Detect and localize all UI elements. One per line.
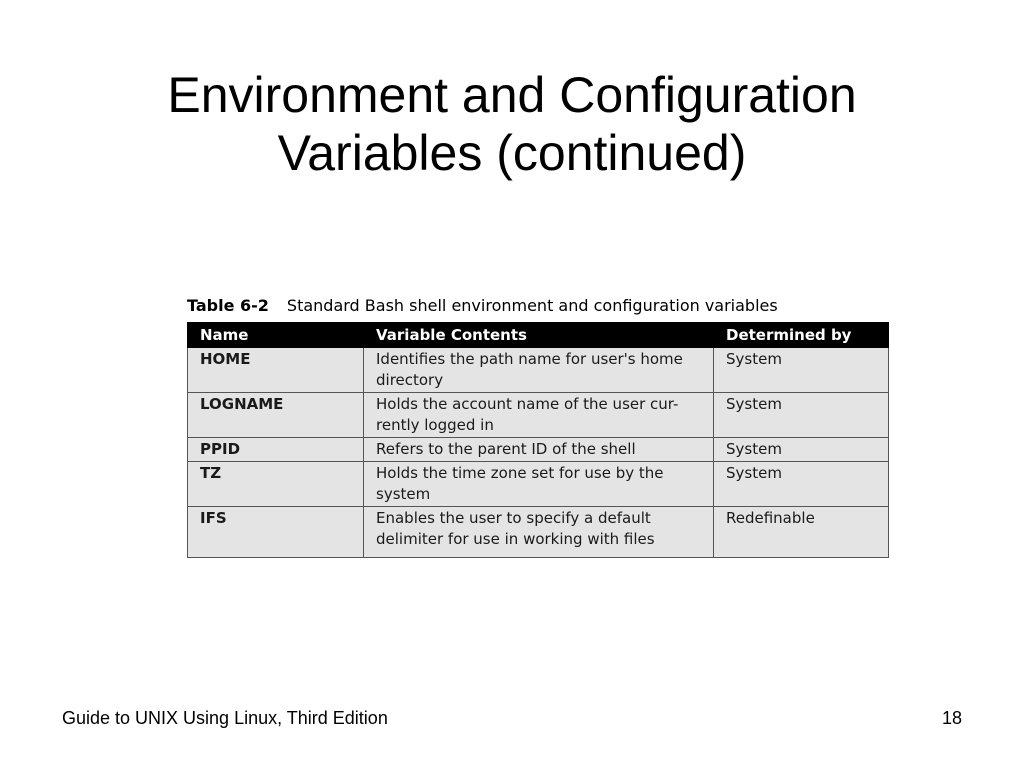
footer-page-number: 18 — [941, 708, 962, 728]
cell-name: HOME — [188, 348, 364, 393]
table-row — [188, 393, 889, 438]
header-variable-contents: Variable Contents — [364, 323, 714, 348]
cell-contents-line: Holds the account name of the user cur- — [376, 395, 679, 413]
cell-contents-line: Holds the time zone set for use by the — [376, 464, 664, 482]
cell-determined-by: System — [714, 462, 889, 507]
cell-contents — [364, 507, 714, 558]
cell-contents — [364, 438, 714, 462]
cell-contents-line: Refers to the parent ID of the shell — [376, 440, 636, 458]
slide-title — [0, 66, 1024, 182]
table-header-row — [188, 323, 889, 348]
table-caption — [187, 294, 888, 322]
cell-name: PPID — [188, 438, 364, 462]
cell-contents — [364, 348, 714, 393]
cell-contents-line: system — [376, 485, 431, 503]
cell-determined-by: System — [714, 348, 889, 393]
table-row — [188, 348, 889, 393]
cell-contents-line: Enables the user to specify a default — [376, 509, 651, 527]
slide-title-line-2: Variables (continued) — [277, 125, 747, 181]
cell-determined-by: System — [714, 438, 889, 462]
table-row — [188, 438, 889, 462]
cell-contents — [364, 393, 714, 438]
table-figure — [187, 294, 888, 558]
header-name: Name — [188, 323, 364, 348]
cell-name: TZ — [188, 462, 364, 507]
cell-contents-line: directory — [376, 371, 444, 389]
cell-determined-by: Redefinable — [714, 507, 889, 558]
cell-contents-line: delimiter for use in working with files — [376, 530, 655, 548]
cell-determined-by: System — [714, 393, 889, 438]
slide-title-line-1: Environment and Configuration — [167, 67, 857, 123]
cell-contents-line: rently logged in — [376, 416, 494, 434]
cell-contents — [364, 462, 714, 507]
cell-contents-line: Identifies the path name for user's home — [376, 350, 683, 368]
variables-table — [187, 322, 889, 558]
table-caption-label: Table 6-2 — [187, 296, 269, 315]
header-determined-by: Determined by — [714, 323, 889, 348]
table-caption-text: Standard Bash shell environment and configuration variables — [286, 296, 778, 315]
table-row — [188, 507, 889, 558]
table-row — [188, 462, 889, 507]
cell-name: IFS — [188, 507, 364, 558]
cell-name: LOGNAME — [188, 393, 364, 438]
footer-book-title: Guide to UNIX Using Linux, Third Edition — [62, 708, 388, 728]
